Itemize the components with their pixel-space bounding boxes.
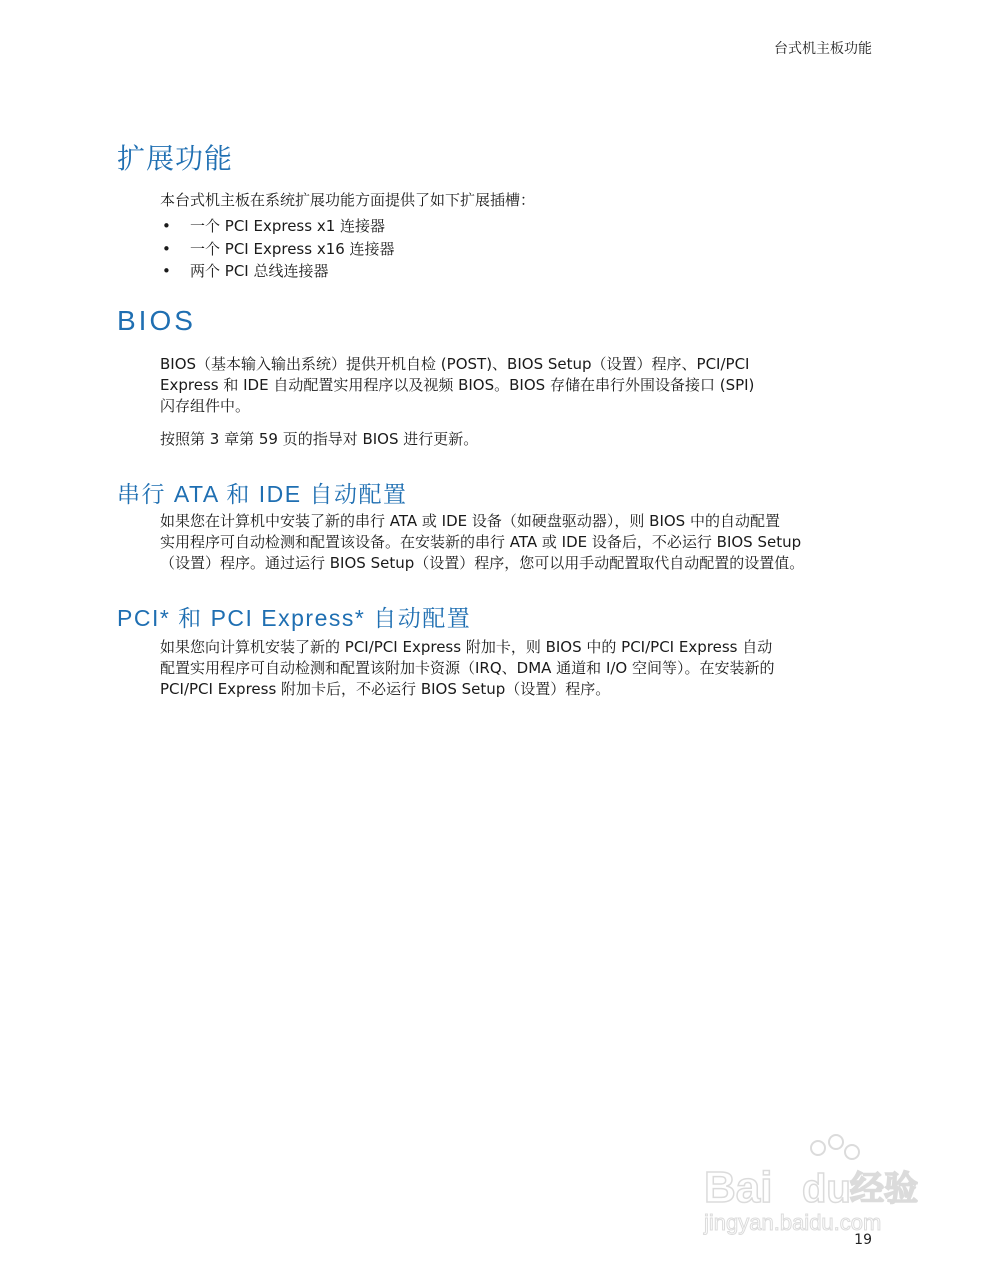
paw-pad-icon xyxy=(829,1135,843,1149)
expansion-bullet-list xyxy=(160,215,395,283)
watermark-url: jingyan.baidu.com xyxy=(704,1210,882,1235)
heading-pci: PCI* 和 PCI Express* 自动配置 xyxy=(117,605,472,631)
watermark-brand-2: du xyxy=(802,1167,851,1211)
bios-paragraph-1: BIOS（基本输入输出系统）提供开机自检 (POST)、BIOS Setup（设置）程序、PCI/PCI Express 和 IDE 自动配置实用程序以及视频 BIOS。BIOS 存储在串行外围设备接口 (SPI) 闪存组件中。 xyxy=(160,355,755,415)
expansion-intro: 本台式机主板在系统扩展功能方面提供了如下扩展插槽： xyxy=(160,191,536,209)
list-item: • 一个 PCI Express x1 连接器 xyxy=(160,215,395,238)
heading-expansion: 扩展功能 xyxy=(117,143,234,174)
heading-sata-ide: 串行 ATA 和 IDE 自动配置 xyxy=(117,481,408,507)
bullet-icon: • xyxy=(162,217,171,235)
list-item: • 一个 PCI Express x16 连接器 xyxy=(160,238,395,261)
page-number: 19 xyxy=(854,1232,872,1248)
pci-paragraph: 如果您向计算机安装了新的 PCI/PCI Express 附加卡，则 BIOS 中的 PCI/PCI Express 自动 配置实用程序可自动检测和配置该附加卡资源（IRQ、DMA 通道和 I/O 空间等）。在安装新的 PCI/PCI Express 附加卡后，不必运行 BIOS Setup（设置）程序。 xyxy=(160,638,775,698)
bullet-icon: • xyxy=(162,239,171,258)
baidu-jingyan-watermark xyxy=(700,1130,940,1240)
list-item: • 两个 PCI 总线连接器 xyxy=(160,260,395,283)
sata-ide-paragraph: 如果您在计算机中安装了新的串行 ATA 或 IDE 设备（如硬盘驱动器），则 BIOS 中的自动配置 实用程序可自动检测和配置该设备。在安装新的串行 ATA 或 IDE 设备后，不必运行 BIOS Setup （设置）程序。通过运行 BIOS Setup（设置）程序，您可以用手动配置取代自动配置的设置值。 xyxy=(160,512,805,572)
bios-paragraph-2: 按照第 3 章第 59 页的指导对 BIOS 进行更新。 xyxy=(160,430,479,448)
running-header: 台式机主板功能 xyxy=(774,41,872,57)
bullet-icon: • xyxy=(162,262,171,280)
paw-pad-icon xyxy=(845,1145,859,1159)
watermark-brand: Bai xyxy=(704,1163,773,1212)
heading-bios: BIOS xyxy=(117,305,196,336)
watermark-product: 经验 xyxy=(850,1169,918,1209)
paw-pad-icon xyxy=(811,1141,825,1155)
